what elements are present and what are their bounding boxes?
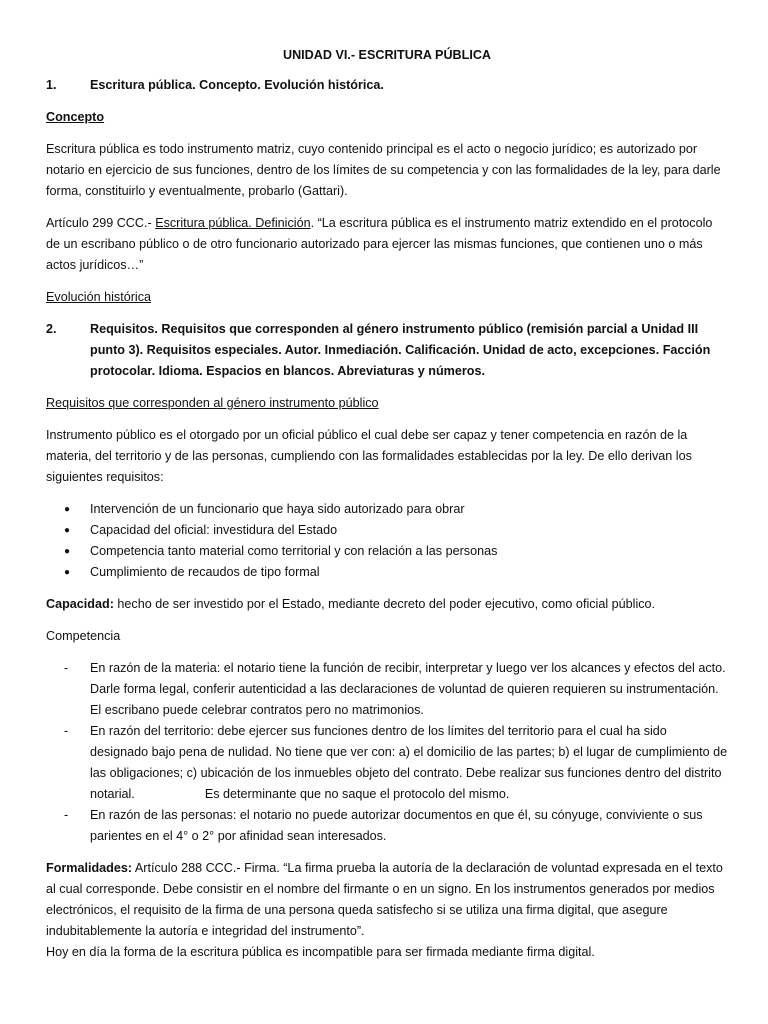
territorio-text: En razón del territorio: debe ejercer sus funciones dentro de los límites del territorio para el cual ha sido designado bajo pena de nulidad. No tiene que ver con: a) el domicilio de las partes; b) el lugar de cumplimiento de las obligaciones; c) ubicación de los inmuebles objeto del contrato. Debe realizar sus funciones dentro del distrito notarial. [90,724,728,801]
page-title: UNIDAD VI.- ESCRITURA PÚBLICA [282,48,492,62]
formalidades-paragraph [46,858,728,942]
list-item [46,520,728,541]
item-number: 2. [46,322,57,336]
dash-marker: - [64,724,69,738]
list-item [46,562,728,583]
item-number: 1. [46,78,57,92]
closing-paragraph: Hoy en día la forma de la escritura pública es incompatible para ser firmada mediante firma digital. [46,945,595,959]
articulo-299-paragraph [46,213,728,276]
requisitos-bullet-list [46,499,728,583]
list-item-text: En razón de las personas: el notario no puede autorizar documentos en que él, su cónyuge, conviviente o sus parientes en el 4° o 2° por afinidad sean interesados. [90,808,703,843]
item-text: Escritura pública. Concepto. Evolución histórica. [90,78,384,92]
requisitos-heading: Requisitos que corresponden al género instrumento público [46,396,379,410]
bullet-icon: ● [64,525,71,536]
bullet-icon: ● [64,546,71,557]
capacidad-label: Capacidad: [46,597,114,611]
articulo-prefix: Artículo 299 CCC.- [46,216,156,230]
capacidad-text: hecho de ser investido por el Estado, mediante decreto del poder ejecutivo, como oficial público. [113,597,656,611]
list-item [46,721,728,805]
list-item [46,541,728,562]
list-item [46,805,728,847]
territorio-tail: Es determinante que no saque el protocolo del mismo. [204,787,510,801]
formalidades-label: Formalidades: [46,861,133,875]
dash-marker: - [64,661,69,675]
list-item-text: Cumplimiento de recaudos de tipo formal [90,565,320,579]
bullet-icon: ● [64,567,71,578]
numbered-item-1 [46,75,728,96]
evolucion-heading: Evolución histórica [46,290,151,304]
capacidad-paragraph [46,594,728,615]
competencia-heading: Competencia [46,629,121,643]
list-item [46,499,728,520]
requisitos-paragraph: Instrumento público es el otorgado por un oficial público el cual debe ser capaz y tener competencia en razón de la materia, del territorio y de las personas, cumpliendo con las formalidades establecidas por la ley. De ello derivan los siguientes requisitos: [46,428,692,484]
dash-marker: - [64,808,69,822]
list-item [46,658,728,721]
list-item-text [90,721,728,805]
item-text: Requisitos. Requisitos que corresponden al género instrumento público (remisión parcial a Unidad III punto 3). Requisitos especiales. Autor. Inmediación. Calificación. Unidad de acto, excepciones. Facción protocolar. Idioma. Espacios en blancos. Abreviaturas y números. [90,322,711,378]
list-item-text: Competencia tanto material como territorial y con relación a las personas [90,544,498,558]
articulo-text: . “La escritura pública es el instrumento matriz extendido en el protocolo de un escribano público o de otro funcionario autorizado para ejercer las mismas funciones, que contienen uno o más actos jurídicos…” [46,216,713,272]
list-item-text: Capacidad del oficial: investidura del Estado [90,523,338,537]
concepto-heading: Concepto [46,110,105,124]
bullet-icon: ● [64,504,71,515]
list-item-text: Intervención de un funcionario que haya sido autorizado para obrar [90,502,465,516]
formalidades-text: Artículo 288 CCC.- Firma. “La firma prueba la autoría de la declaración de voluntad expresada en el texto al cual corresponde. Debe consistir en el nombre del firmante o en un signo. En los instrumentos generados por medios electrónicos, el requisito de la firma de una persona queda satisfecho si se utiliza una firma digital, que asegure indubitablemente la autoría e integridad del instrumento”. [46,861,723,938]
concepto-paragraph: Escritura pública es todo instrumento matriz, cuyo contenido principal es el acto o negocio jurídico; es autorizado por notario en ejercicio de sus funciones, dentro de los límites de su competencia y con las formalidades de la ley, para darle forma, constituirlo y eventualmente, probarlo (Gattari). [46,142,721,198]
articulo-title: Escritura pública. Definición [155,216,311,230]
list-item-text: En razón de la materia: el notario tiene la función de recibir, interpretar y luego ver los alcances y efectos del acto. Darle forma legal, conferir autenticidad a las declaraciones de voluntad de quieren requieren su instrumentación. El escribano puede celebrar contratos pero no matrimonios. [90,661,726,717]
numbered-item-2 [46,319,728,382]
competencia-list [46,658,728,847]
